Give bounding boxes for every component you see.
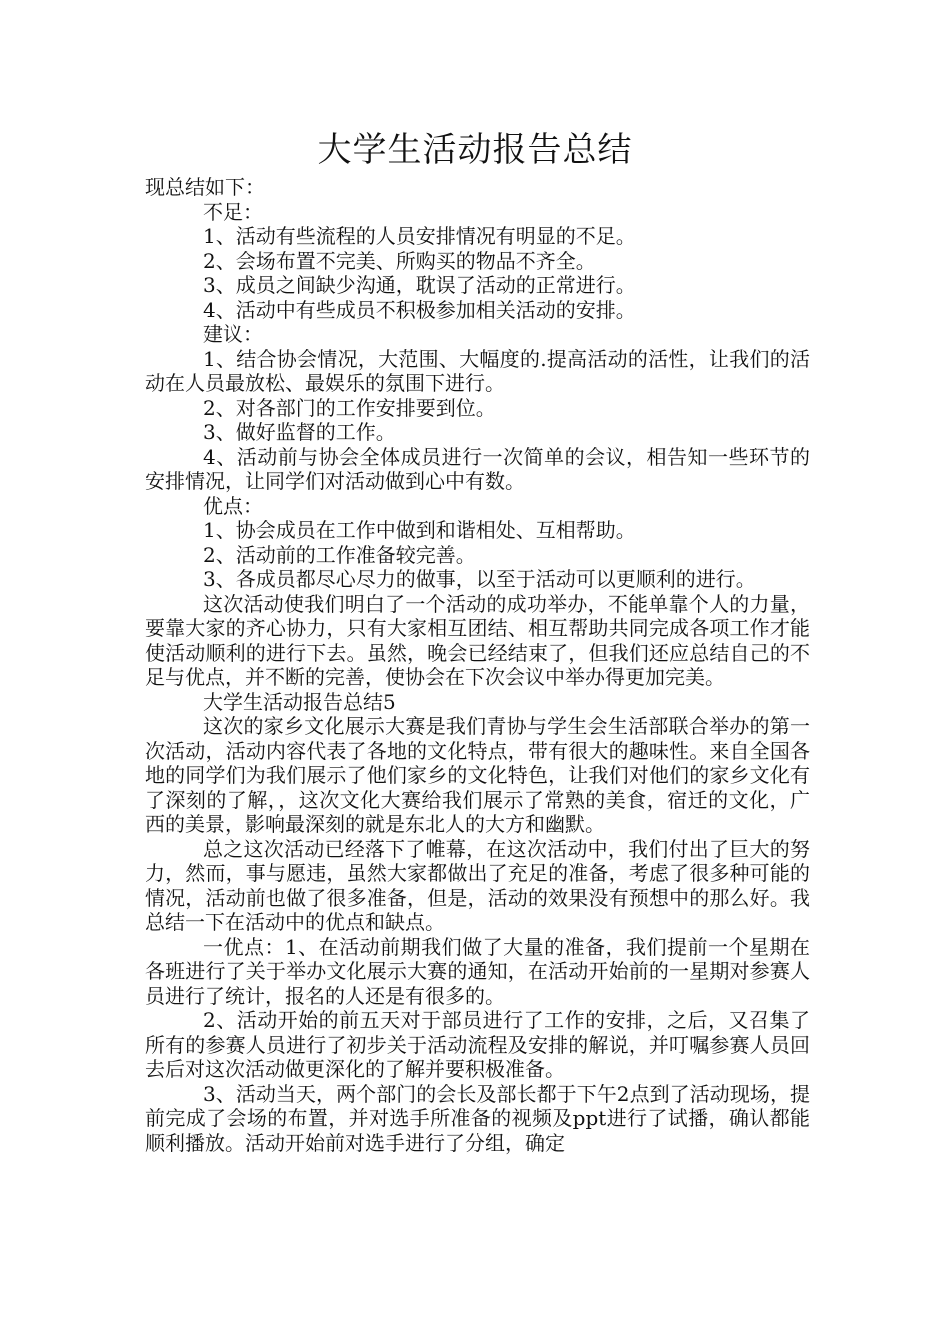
paragraph: 1、协会成员在工作中做到和谐相处、互相帮助。 [203,518,636,542]
paragraph: 现总结如下： [145,175,265,199]
paragraph: 总之这次活动已经落下了帷幕，在这次活动中，我们付出了巨大的努力，然而，事与愿违，虽然大家都做出了充足的准备，考虑了很多种可能的情况，活动前也做了很多准备，但是，活动的效果没有预想中的那么好。我总结一下在活动中的优点和缺点。 [145,836,810,934]
paragraph: 一优点：1、在活动前期我们做了大量的准备，我们提前一个星期在各班进行了关于举办文化展示大赛的通知，在活动开始前的一星期对参赛人员进行了统计，报名的人还是有很多的。 [145,934,810,1008]
document-title: 大学生活动报告总结 [317,130,633,170]
paragraph: 1、活动有些流程的人员安排情况有明显的不足。 [203,224,636,248]
paragraph: 这次的家乡文化展示大赛是我们青协与学生会生活部联合举办的第一次活动，活动内容代表了各地的文化特点，带有很大的趣味性。来自全国各地的同学们为我们展示了他们家乡的文化特色，让我们对他们的家乡文化有了深刻的了解，，这次文化大赛给我们展示了常熟的美食，宿迁的文化，广西的美景，影响最深刻的就是东北人的大方和幽默。 [145,714,810,836]
paragraph: 2、活动开始的前五天对于部员进行了工作的安排，之后，又召集了所有的参赛人员进行了初步关于活动流程及安排的解说，并叮嘱参赛人员回去后对这次活动做更深化的了解并要积极准备。 [145,1008,810,1081]
paragraph: 优点： [203,493,263,518]
paragraph: 2、活动前的工作准备较完善。 [203,542,476,567]
paragraph: 3、成员之间缺少沟通，耽误了活动的正常进行。 [203,273,636,297]
paragraph: 建议： [203,322,263,346]
paragraph: 2、会场布置不完美、所购买的物品不齐全。 [203,248,596,273]
document-body [145,175,810,1155]
paragraph: 2、对各部门的工作安排要到位。 [203,395,496,420]
paragraph: 3、活动当天，两个部门的会长及部长都于下午2点到了活动现场，提前完成了会场的布置，并对选手所准备的视频及ppt进行了试播，确认都能顺利播放。活动开始前对选手进行了分组，确定 [145,1081,810,1155]
paragraph: 3、各成员都尽心尽力的做事，以至于活动可以更顺利的进行。 [203,567,756,591]
paragraph: 不足： [203,199,263,224]
paragraph: 4、活动前与协会全体成员进行一次简单的会议，相告知一些环节的安排情况，让同学们对活动做到心中有数。 [145,444,810,493]
paragraph: 3、做好监督的工作。 [203,420,396,444]
paragraph: 4、活动中有些成员不积极参加相关活动的安排。 [203,297,636,322]
paragraph: 这次活动使我们明白了一个活动的成功举办，不能单靠个人的力量，要靠大家的齐心协力，只有大家相互团结、相互帮助共同完成各项工作才能使活动顺利的进行下去。虽然，晚会已经结束了，但我们还应总结自己的不足与优点，并不断的完善，使协会在下次会议中举办得更加完美。 [145,591,810,689]
paragraph: 1、结合协会情况，大范围、大幅度的.提高活动的活性，让我们的活动在人员最放松、最娱乐的氛围下进行。 [145,346,810,395]
paragraph: 大学生活动报告总结5 [203,689,396,714]
